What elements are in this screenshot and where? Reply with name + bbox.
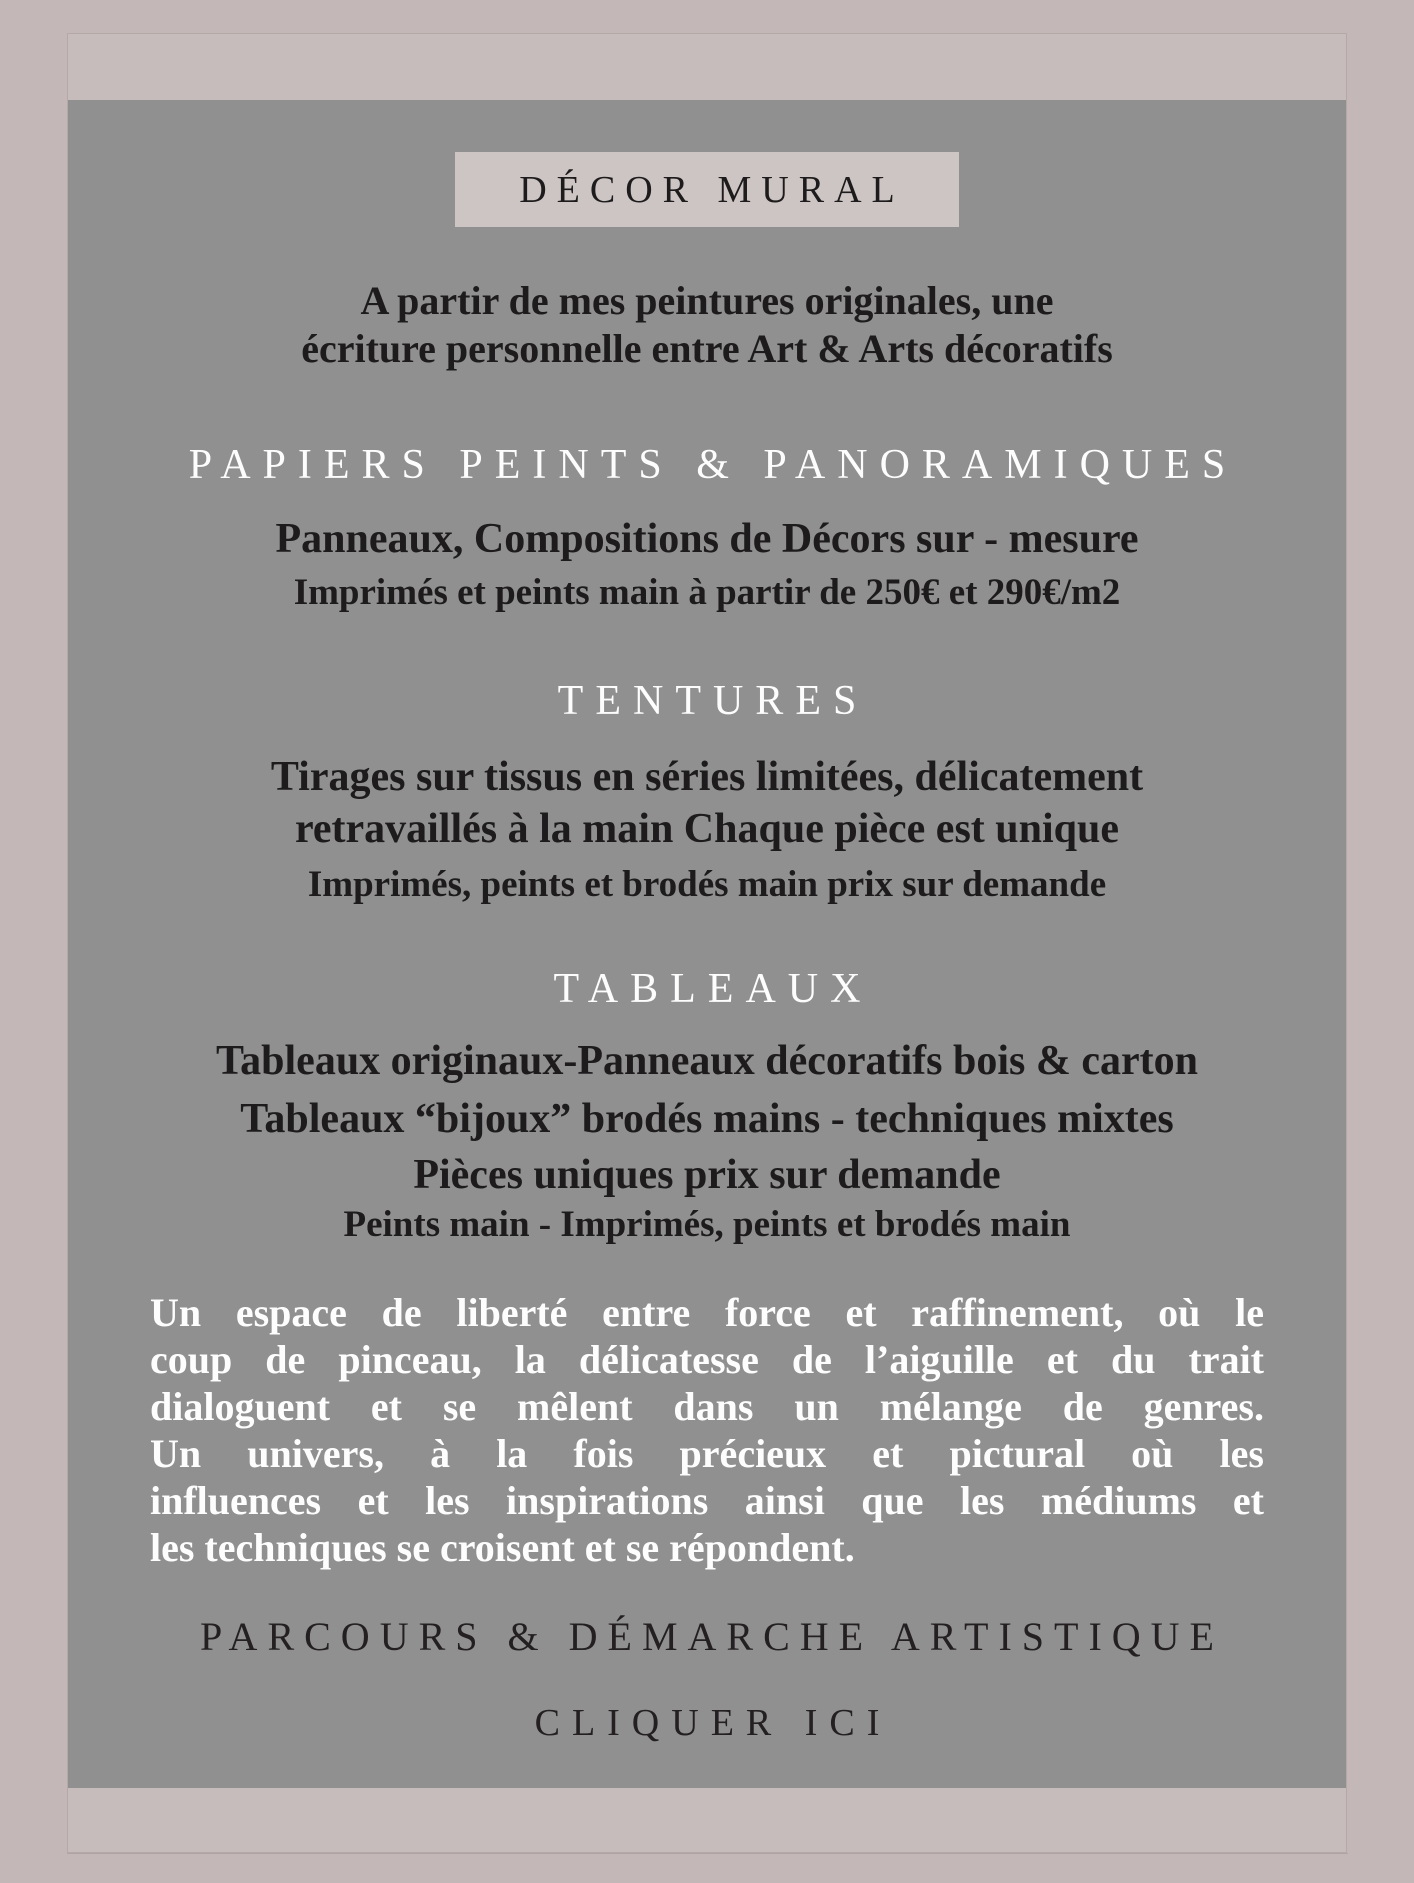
manifesto-line: influences et les inspirations ainsi que les médiums et bbox=[150, 1478, 1264, 1523]
papiers-peints-pricing: Imprimés et peints main à partir de 250€ et 290€/m2 bbox=[293, 572, 1121, 613]
manifesto-line: Un espace de liberté entre force et raffinement, où le bbox=[150, 1290, 1264, 1335]
manifesto-line: coup de pinceau, la délicatesse de l’aiguille et du trait bbox=[150, 1337, 1264, 1382]
tableaux-line-3: Pièces uniques prix sur demande bbox=[413, 1152, 1001, 1198]
heading-tableaux: TABLEAUX bbox=[553, 966, 873, 1012]
manifesto-line: Un univers, à la fois précieux et pictural où les bbox=[150, 1431, 1264, 1476]
tentures-line-2: retravaillés à la main Chaque pièce est unique bbox=[294, 806, 1120, 852]
intro-line-2: écriture personnelle entre Art & Arts décoratifs bbox=[301, 326, 1113, 371]
section-title: DÉCOR MURAL bbox=[519, 168, 905, 211]
intro-text bbox=[301, 277, 1113, 373]
tableaux-line-4: Peints main - Imprimés, peints et brodés main bbox=[343, 1204, 1071, 1245]
tableaux-line-2: Tableaux “bijoux” brodés mains - techniques mixtes bbox=[240, 1096, 1174, 1142]
section-title-badge bbox=[455, 152, 959, 227]
intro-line-1: A partir de mes peintures originales, une bbox=[360, 278, 1054, 323]
heading-papiers-peints: PAPIERS PEINTS & PANORAMIQUES bbox=[188, 442, 1238, 488]
tentures-pricing: Imprimés, peints et brodés main prix sur demande bbox=[307, 864, 1107, 905]
cliquer-ici-link[interactable]: CLIQUER ICI bbox=[534, 1702, 892, 1744]
parcours-demarche-heading: PARCOURS & DÉMARCHE ARTISTIQUE bbox=[199, 1614, 1224, 1659]
content-frame bbox=[67, 33, 1347, 1853]
tableaux-line-1: Tableaux originaux-Panneaux décoratifs bois & carton bbox=[216, 1038, 1198, 1084]
bottom-divider bbox=[67, 1853, 1348, 1854]
heading-tentures: TENTURES bbox=[557, 678, 869, 724]
artistic-manifesto-paragraph bbox=[150, 1289, 1264, 1571]
decor-mural-panel bbox=[68, 100, 1346, 1788]
manifesto-line: les techniques se croisent et se répondent. bbox=[150, 1525, 855, 1570]
manifesto-line: dialoguent et se mêlent dans un mélange de genres. bbox=[150, 1384, 1264, 1429]
tentures-line-1: Tirages sur tissus en séries limitées, délicatement bbox=[270, 754, 1144, 800]
tentures-description bbox=[271, 751, 1143, 855]
papiers-peints-description: Panneaux, Compositions de Décors sur - mesure bbox=[275, 516, 1139, 562]
